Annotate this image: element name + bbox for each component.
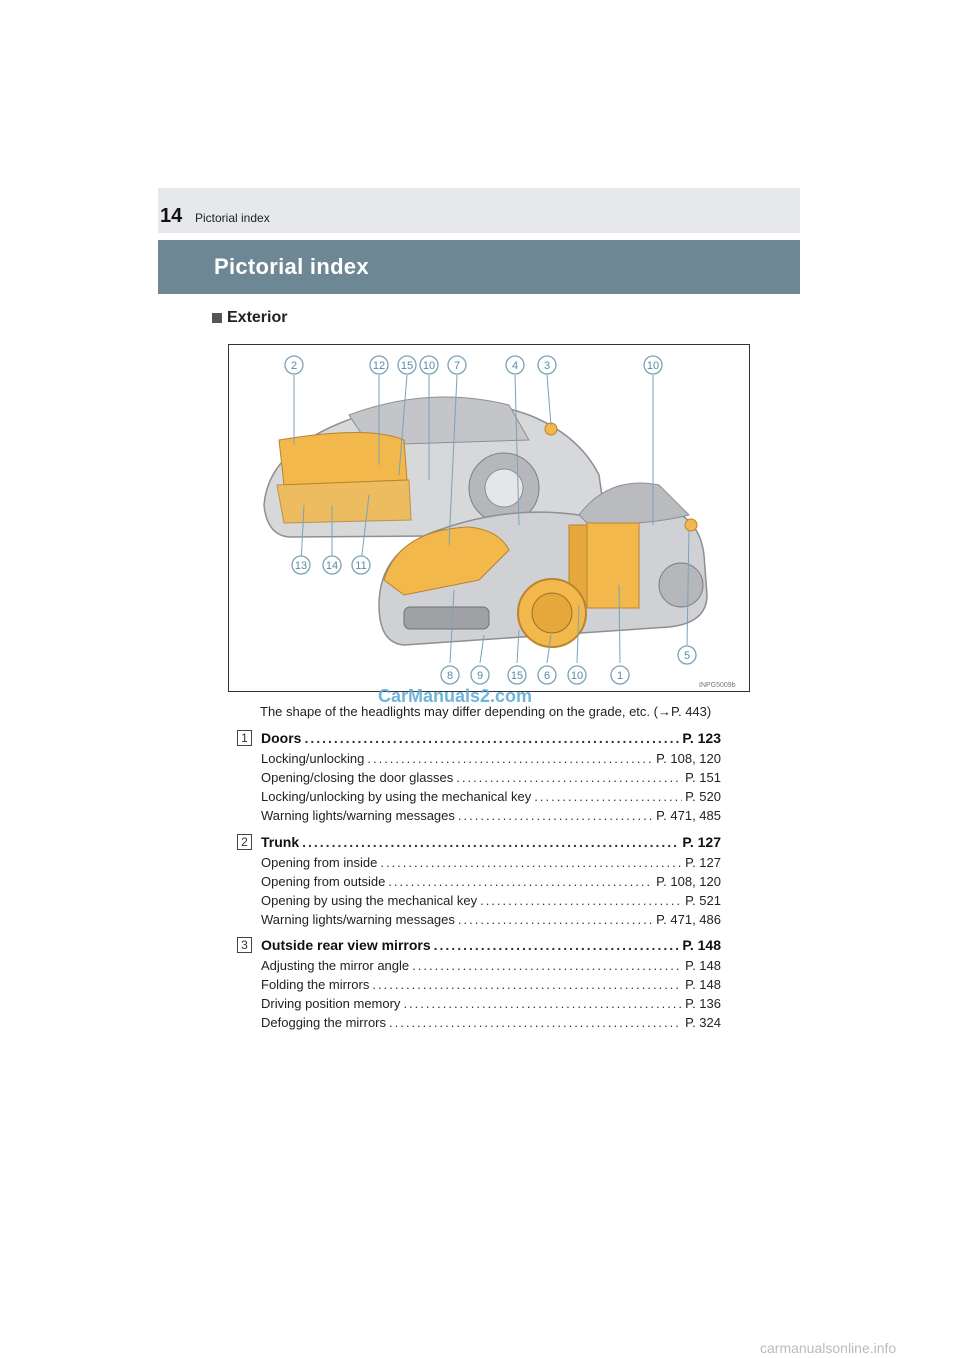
sub-entry-label: Opening by using the mechanical key (261, 893, 478, 908)
sub-entry-row[interactable] (261, 808, 721, 823)
footer-watermark: carmanualsonline.info (760, 1340, 897, 1356)
sub-entry-row[interactable] (261, 977, 721, 992)
page-number: 14 (160, 205, 183, 227)
sub-entry-row[interactable] (261, 855, 721, 870)
exterior-figure (228, 344, 750, 692)
sub-entry-page-ref[interactable]: P. 520 (685, 789, 721, 804)
callout-label: 10 (646, 360, 660, 372)
sub-entry-label: Locking/unlocking by using the mechanical key (261, 789, 532, 804)
entry-number-badge: 2 (237, 834, 252, 850)
figure-caption: The shape of the headlights may differ depending on the grade, etc. (→P. 443) (260, 704, 712, 719)
leader-dots (304, 730, 679, 746)
leader-dots (434, 937, 680, 953)
sub-entry-page-ref[interactable]: P. 136 (685, 996, 721, 1011)
page-title: Pictorial index (214, 254, 369, 279)
entry-page-ref[interactable]: P. 148 (682, 937, 721, 953)
sub-entry-row[interactable] (261, 912, 721, 927)
leader-dots (403, 996, 682, 1011)
leader-dots (388, 874, 653, 889)
entry-label: Outside rear view mirrors (261, 937, 431, 953)
sub-entry-label: Warning lights/warning messages (261, 808, 455, 823)
sub-entry-row[interactable] (261, 770, 721, 785)
sub-entry-row[interactable] (261, 893, 721, 908)
leader-dots (367, 751, 653, 766)
callout-label: 6 (543, 670, 551, 682)
leader-dots (456, 770, 682, 785)
sub-entry-row[interactable] (261, 958, 721, 973)
callout-label: 15 (400, 360, 414, 372)
square-bullet-icon (212, 313, 222, 323)
leader-dots (412, 958, 682, 973)
section-heading (212, 309, 287, 327)
entry-main-row[interactable] (261, 834, 721, 850)
entry-main-row[interactable] (261, 937, 721, 953)
callout-label: 12 (372, 360, 386, 372)
entry-label: Trunk (261, 834, 300, 850)
section-label: Exterior (227, 309, 288, 326)
sub-entry-page-ref[interactable]: P. 521 (685, 893, 721, 908)
sub-entry-page-ref[interactable]: P. 324 (685, 1015, 721, 1030)
sub-entry-page-ref[interactable]: P. 148 (685, 977, 721, 992)
sub-entry-row[interactable] (261, 874, 721, 889)
callout-label: 8 (446, 670, 454, 682)
sub-entry-label: Opening from inside (261, 855, 378, 870)
entry-page-ref[interactable]: P. 123 (682, 730, 721, 746)
sub-entry-row[interactable] (261, 789, 721, 804)
callout-label: 13 (294, 560, 308, 572)
callout-label: 11 (355, 560, 367, 572)
entry-number-badge: 1 (237, 730, 252, 746)
sub-entry-label: Driving position memory (261, 996, 401, 1011)
leader-dots (302, 834, 679, 850)
sub-entry-label: Defogging the mirrors (261, 1015, 386, 1030)
sub-entry-label: Opening/closing the door glasses (261, 770, 454, 785)
callout-label: 14 (325, 560, 339, 572)
leader-dots (458, 808, 653, 823)
entry-label: Doors (261, 730, 302, 746)
title-band (158, 240, 800, 294)
callout-label: 9 (476, 670, 484, 682)
leader-dots (458, 912, 653, 927)
callout-label: 7 (453, 360, 461, 372)
entry-page-ref[interactable]: P. 127 (682, 834, 721, 850)
sub-entry-row[interactable] (261, 996, 721, 1011)
leader-dots (380, 855, 682, 870)
leader-dots (372, 977, 682, 992)
callout-label: 3 (543, 360, 551, 372)
callout-label: 1 (616, 670, 624, 682)
leader-dots (534, 789, 682, 804)
sub-entry-page-ref[interactable]: P. 151 (685, 770, 721, 785)
sub-entry-page-ref[interactable]: P. 127 (685, 855, 721, 870)
callout-label: 5 (683, 650, 691, 662)
sub-entry-label: Adjusting the mirror angle (261, 958, 410, 973)
leader-dots (389, 1015, 682, 1030)
sub-entry-row[interactable] (261, 751, 721, 766)
sub-entry-label: Locking/unlocking (261, 751, 365, 766)
callout-label: 2 (290, 360, 298, 372)
sub-entry-label: Folding the mirrors (261, 977, 370, 992)
top-callouts (285, 356, 662, 374)
callout-label: 4 (511, 360, 519, 372)
sub-entry-label: Opening from outside (261, 874, 386, 889)
figure-code: INPG5009b (699, 682, 736, 689)
car-illustration (229, 345, 750, 692)
sub-entry-label: Warning lights/warning messages (261, 912, 455, 927)
leader-dots (480, 893, 682, 908)
callout-label: 10 (422, 360, 436, 372)
sub-entry-page-ref[interactable]: P. 471, 485 (656, 808, 721, 823)
sub-entry-page-ref[interactable]: P. 148 (685, 958, 721, 973)
entry-number-badge: 3 (237, 937, 252, 953)
watermark: CarManuals2.com (378, 686, 533, 706)
callout-label: 15 (510, 670, 524, 682)
callout-label: 10 (570, 670, 584, 682)
sub-entry-page-ref[interactable]: P. 108, 120 (656, 874, 721, 889)
sub-entry-row[interactable] (261, 1015, 721, 1030)
entry-main-row[interactable] (261, 730, 721, 746)
sub-entry-page-ref[interactable]: P. 471, 486 (656, 912, 721, 927)
sub-entry-page-ref[interactable]: P. 108, 120 (656, 751, 721, 766)
header-title: Pictorial index (195, 211, 270, 225)
